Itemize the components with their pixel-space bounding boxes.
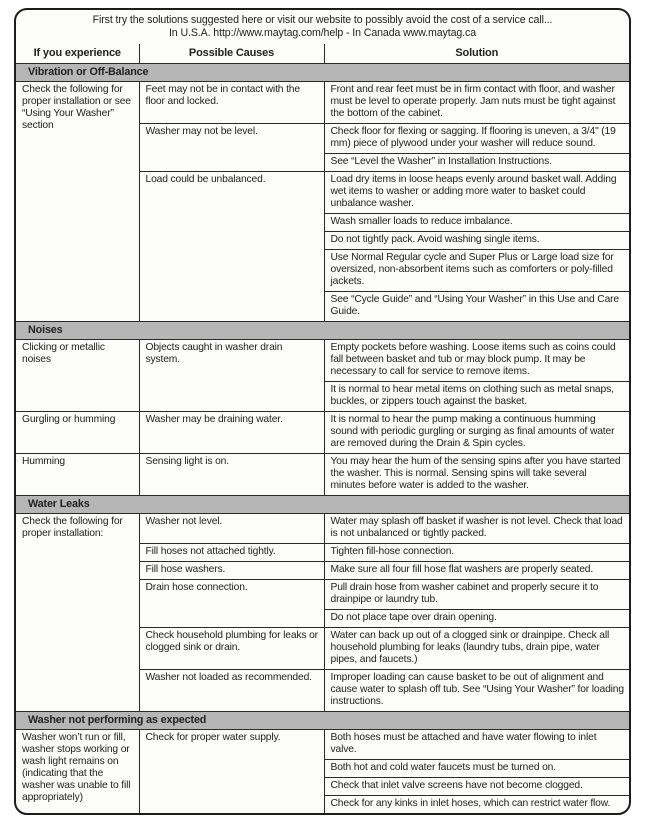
solution-cell: Water may splash off basket if washer is not level. Check that load is not unbalanced or tightly packed. xyxy=(324,514,629,544)
section-band-noises xyxy=(16,322,629,340)
col-header-causes: Possible Causes xyxy=(139,44,324,64)
troubleshooting-page xyxy=(14,8,631,815)
solution-cell: Do not tightly pack. Avoid washing single items. xyxy=(324,232,629,250)
cause-cell: Check household plumbing for leaks or clogged sink or drain. xyxy=(139,628,324,670)
cause-cell: Objects caught in washer drain system. xyxy=(139,340,324,412)
solution-cell: Pull drain hose from washer cabinet and properly secure it to drainpipe or laundry tub. xyxy=(324,580,629,610)
cause-cell: Fill hose washers. xyxy=(139,562,324,580)
cause-cell: Drain hose connection. xyxy=(139,580,324,628)
solution-cell: See “Level the Washer” in Installation Instructions. xyxy=(324,154,629,172)
experience-cell: Washer won’t run or fill, washer stops working or wash light remains on (indicating that the washer was unable to fill appropriately) xyxy=(16,730,139,814)
solution-cell: Make sure all four fill hose flat washers are properly seated. xyxy=(324,562,629,580)
experience-cell: Gurgling or humming xyxy=(16,412,139,454)
cause-cell: Washer not level. xyxy=(139,514,324,544)
solution-cell: Do not place tape over drain opening. xyxy=(324,610,629,628)
table-row xyxy=(16,730,629,760)
cause-cell: Washer not loaded as recommended. xyxy=(139,670,324,712)
solution-cell: Improper loading can cause basket to be out of alignment and cause water to splash off tub. See “Using Your Washer” for loading instructions. xyxy=(324,670,629,712)
table-row xyxy=(16,412,629,454)
table-row xyxy=(16,514,629,544)
cause-cell: Fill hoses not attached tightly. xyxy=(139,544,324,562)
table-row xyxy=(16,454,629,496)
intro-banner xyxy=(16,10,629,44)
section-band-water-leaks xyxy=(16,496,629,514)
solution-cell: Water can back up out of a clogged sink or drainpipe. Check all household plumbing for leaks (laundry tubs, drain pipe, water pipes, and faucets.) xyxy=(324,628,629,670)
solution-cell: Front and rear feet must be in firm contact with floor, and washer must be level to operate properly. Jam nuts must be tight against the bottom of the cabinet. xyxy=(324,82,629,124)
troubleshooting-table xyxy=(16,44,629,813)
experience-cell: Humming xyxy=(16,454,139,496)
intro-line1: First try the solutions suggested here or visit our website to possibly avoid the cost of a service call... xyxy=(92,14,553,26)
cause-cell: Feet may not be in contact with the floor and locked. xyxy=(139,82,324,124)
solution-cell: Use Normal Regular cycle and Super Plus or Large load size for oversized, non-absorbent items such as comforters or poly-filled jackets. xyxy=(324,250,629,292)
solution-cell: See “Cycle Guide” and “Using Your Washer” in this Use and Care Guide. xyxy=(324,292,629,322)
section-title: Vibration or Off-Balance xyxy=(16,64,629,82)
solution-cell: Check floor for flexing or sagging. If flooring is uneven, a 3/4" (19 mm) piece of plywood under your washer will reduce sound. xyxy=(324,124,629,154)
table-row xyxy=(16,82,629,124)
experience-cell: Check the following for proper installation: xyxy=(16,514,139,712)
intro-line2: In U.S.A. http://www.maytag.com/help - In Canada www.maytag.ca xyxy=(168,27,477,39)
solution-cell: It is normal to hear metal items on clothing such as metal snaps, buckles, or zippers touch against the basket. xyxy=(324,382,629,412)
column-header-row xyxy=(16,44,629,64)
cause-cell: Check for proper water supply. xyxy=(139,730,324,814)
solution-cell: It is normal to hear the pump making a continuous humming sound with periodic gurgling or surging as final amounts of water are removed during the Drain & Spin cycles. xyxy=(324,412,629,454)
experience-cell: Clicking or metallic noises xyxy=(16,340,139,412)
cause-cell: Washer may not be level. xyxy=(139,124,324,172)
col-header-solution: Solution xyxy=(324,44,629,64)
section-band-not-performing xyxy=(16,712,629,730)
solution-cell: Both hoses must be attached and have water flowing to inlet valve. xyxy=(324,730,629,760)
solution-cell: Tighten fill-hose connection. xyxy=(324,544,629,562)
cause-cell: Load could be unbalanced. xyxy=(139,172,324,322)
solution-cell: Check for any kinks in inlet hoses, which can restrict water flow. xyxy=(324,796,629,814)
cause-cell: Sensing light is on. xyxy=(139,454,324,496)
section-title: Water Leaks xyxy=(16,496,629,514)
solution-cell: You may hear the hum of the sensing spins after you have started the washer. This is normal. Sensing spins will take several minutes before water is added to the washer. xyxy=(324,454,629,496)
solution-cell: Empty pockets before washing. Loose items such as coins could fall between basket and tub or may block pump. It may be necessary to call for service to remove items. xyxy=(324,340,629,382)
section-band-vibration xyxy=(16,64,629,82)
table-row xyxy=(16,340,629,382)
solution-cell: Check that inlet valve screens have not become clogged. xyxy=(324,778,629,796)
col-header-experience: If you experience xyxy=(16,44,139,64)
solution-cell: Wash smaller loads to reduce imbalance. xyxy=(324,214,629,232)
cause-cell: Washer may be draining water. xyxy=(139,412,324,454)
experience-cell: Check the following for proper installation or see “Using Your Washer” section xyxy=(16,82,139,322)
solution-cell: Both hot and cold water faucets must be turned on. xyxy=(324,760,629,778)
solution-cell: Load dry items in loose heaps evenly around basket wall. Adding wet items to washer or adding more water to basket could unbalance washer. xyxy=(324,172,629,214)
section-title: Washer not performing as expected xyxy=(16,712,629,730)
section-title: Noises xyxy=(16,322,629,340)
